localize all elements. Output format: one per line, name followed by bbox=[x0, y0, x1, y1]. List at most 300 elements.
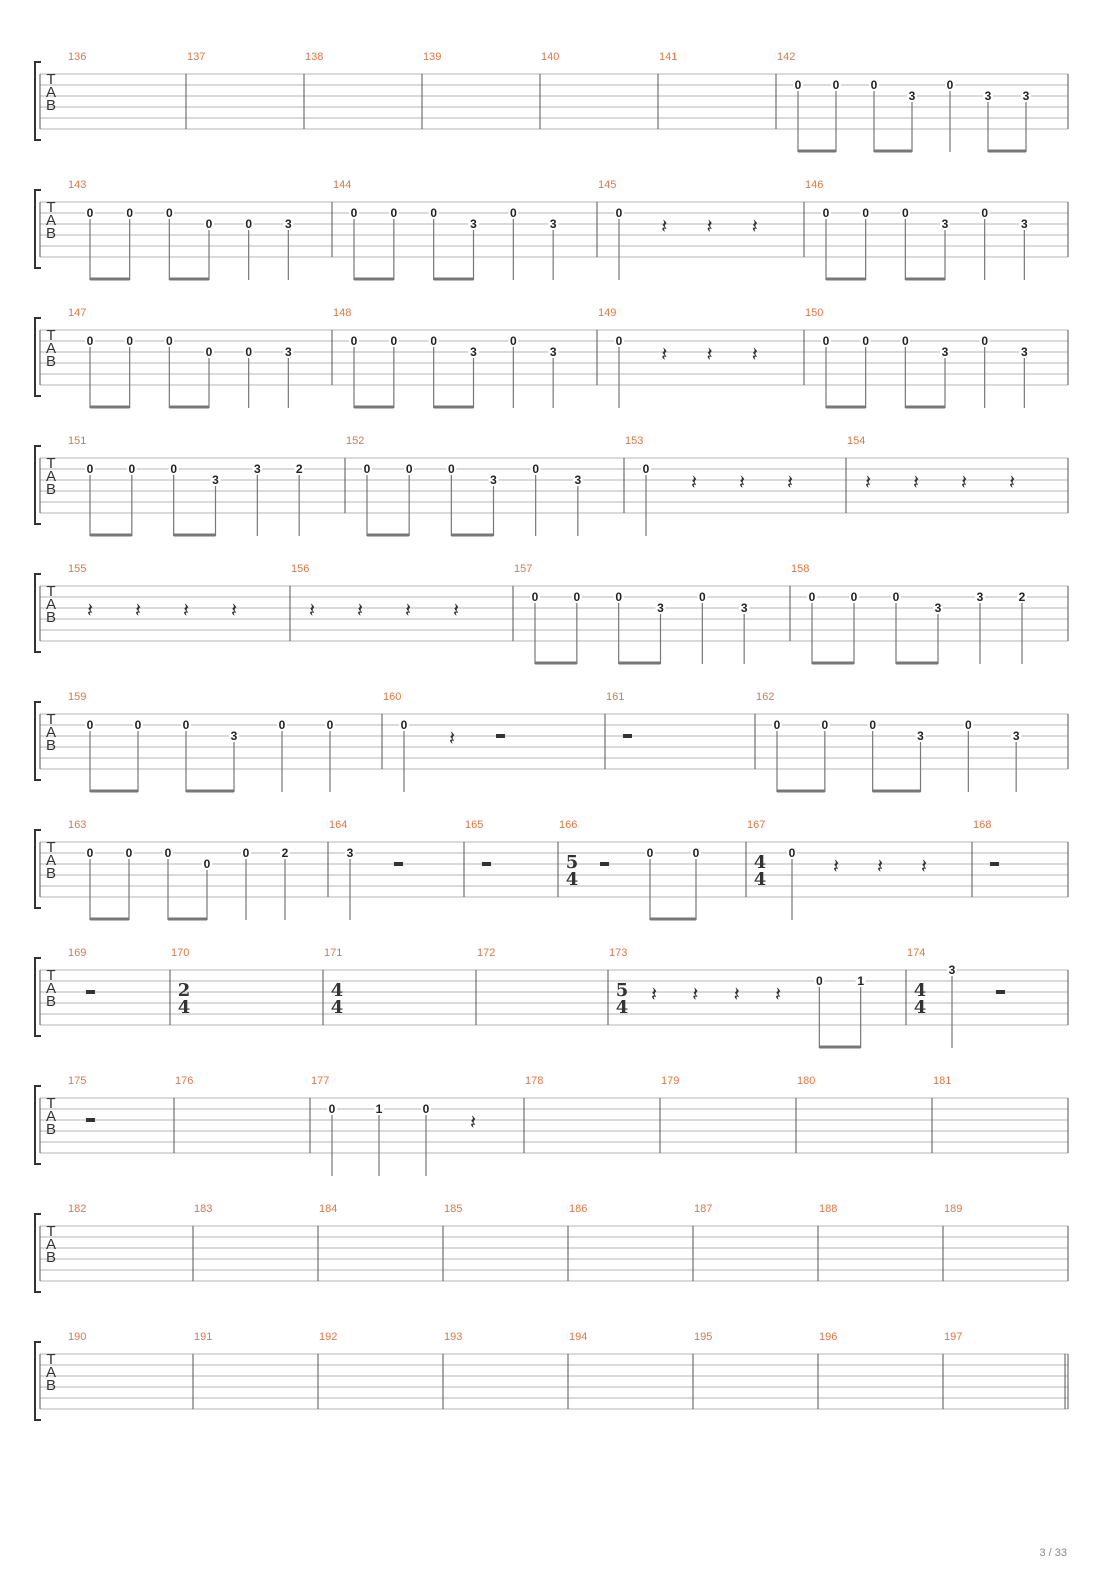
quarter-rest: 𝄽 bbox=[733, 982, 740, 1006]
tab-clef-letter: A bbox=[45, 980, 57, 997]
quarter-rest: 𝄽 bbox=[448, 726, 456, 750]
quarter-rest: 𝄽 bbox=[751, 342, 758, 366]
measure-number: 183 bbox=[194, 1203, 213, 1215]
fret-number: 2 bbox=[295, 462, 303, 476]
measure-number: 148 bbox=[333, 307, 352, 319]
measure bbox=[333, 307, 558, 408]
measure-number: 139 bbox=[423, 51, 442, 63]
fret-number: 3 bbox=[941, 217, 949, 231]
measure-number: 185 bbox=[444, 1203, 463, 1215]
quarter-rest: 𝄽 bbox=[86, 598, 94, 622]
fret-number: 0 bbox=[615, 206, 623, 220]
tab-clef-letter: T bbox=[46, 455, 56, 472]
measure-number: 140 bbox=[541, 51, 560, 63]
measure-number: 184 bbox=[319, 1203, 338, 1215]
fret-number: 3 bbox=[490, 473, 497, 487]
measure-number: 195 bbox=[694, 1331, 713, 1343]
fret-number: 3 bbox=[574, 473, 582, 487]
tab-clef-letter: T bbox=[46, 71, 56, 88]
measure-number: 170 bbox=[171, 947, 190, 959]
tab-clef-letter: A bbox=[45, 724, 57, 741]
fret-number: 0 bbox=[165, 334, 173, 348]
fret-number: 0 bbox=[170, 462, 178, 476]
measure-number: 180 bbox=[797, 1075, 816, 1087]
quarter-rest: 𝄽 bbox=[786, 470, 794, 494]
quarter-rest: 𝄽 bbox=[661, 214, 668, 238]
tab-clef-letter: B bbox=[45, 609, 57, 626]
measure-number: 157 bbox=[514, 563, 533, 575]
quarter-rest: 𝄽 bbox=[1008, 470, 1016, 494]
fret-number: 2 bbox=[1018, 590, 1026, 604]
fret-number: 0 bbox=[165, 206, 173, 220]
quarter-rest: 𝄽 bbox=[134, 598, 142, 622]
fret-number: 0 bbox=[326, 718, 334, 732]
fret-number: 3 bbox=[1022, 89, 1030, 103]
measure-number: 172 bbox=[477, 947, 496, 959]
quarter-rest: 𝄽 bbox=[706, 342, 713, 366]
tab-clef-letter: T bbox=[46, 967, 56, 984]
measure-number: 161 bbox=[606, 691, 625, 703]
fret-number: 0 bbox=[390, 334, 398, 348]
tab-clef-letter: T bbox=[46, 1351, 56, 1368]
time-signature-denominator: 4 bbox=[565, 869, 579, 890]
measure-number: 142 bbox=[777, 51, 796, 63]
tab-system bbox=[35, 1331, 1068, 1420]
fret-number: 0 bbox=[869, 718, 877, 732]
time-signature-numerator: 5 bbox=[565, 852, 579, 873]
measure-number: 137 bbox=[187, 51, 206, 63]
measure-number: 169 bbox=[68, 947, 87, 959]
fret-number: 0 bbox=[822, 206, 830, 220]
measure-number: 150 bbox=[805, 307, 824, 319]
fret-number: 0 bbox=[245, 345, 253, 359]
measure bbox=[819, 1331, 837, 1343]
quarter-rest: 𝄽 bbox=[469, 1110, 477, 1134]
tab-clef-letter: A bbox=[45, 1108, 57, 1125]
fret-number: 0 bbox=[981, 206, 989, 220]
tab-system bbox=[35, 819, 1068, 920]
half-rest bbox=[990, 862, 999, 866]
fret-number: 0 bbox=[242, 846, 250, 860]
measure bbox=[514, 563, 749, 664]
measure-number: 162 bbox=[756, 691, 775, 703]
quarter-rest: 𝄽 bbox=[876, 854, 884, 878]
measure bbox=[346, 435, 583, 536]
fret-number: 3 bbox=[941, 345, 949, 359]
measure-number: 136 bbox=[68, 51, 87, 63]
measure-number: 146 bbox=[805, 179, 824, 191]
fret-number: 0 bbox=[642, 462, 650, 476]
measure bbox=[171, 947, 190, 1018]
fret-number: 0 bbox=[698, 590, 706, 604]
measure-number: 181 bbox=[933, 1075, 952, 1087]
tab-clef-letter: A bbox=[45, 596, 57, 613]
measure bbox=[805, 179, 1029, 280]
fret-number: 0 bbox=[126, 206, 134, 220]
time-signature-denominator: 4 bbox=[913, 997, 927, 1018]
quarter-rest: 𝄽 bbox=[920, 854, 928, 878]
measure bbox=[944, 1203, 962, 1215]
fret-number: 3 bbox=[549, 345, 557, 359]
fret-number: 3 bbox=[549, 217, 557, 231]
fret-number: 0 bbox=[128, 462, 136, 476]
fret-number: 3 bbox=[284, 345, 292, 359]
tab-clef-letter: T bbox=[46, 711, 56, 728]
measure bbox=[423, 51, 441, 63]
fret-number: 0 bbox=[447, 462, 455, 476]
measure bbox=[68, 819, 290, 920]
half-rest bbox=[482, 862, 491, 866]
fret-number: 0 bbox=[86, 718, 94, 732]
measure-number: 155 bbox=[68, 563, 87, 575]
measure bbox=[525, 1075, 543, 1087]
quarter-rest: 𝄽 bbox=[404, 598, 412, 622]
measure-number: 188 bbox=[819, 1203, 838, 1215]
measure bbox=[541, 51, 559, 63]
measure-number: 179 bbox=[661, 1075, 680, 1087]
tab-system bbox=[35, 51, 1068, 152]
measure bbox=[559, 819, 701, 920]
measure-number: 166 bbox=[559, 819, 578, 831]
fret-number: 0 bbox=[278, 718, 286, 732]
measure-number: 145 bbox=[598, 179, 617, 191]
tab-system bbox=[35, 947, 1068, 1048]
measure-number: 141 bbox=[659, 51, 678, 63]
half-rest bbox=[394, 862, 403, 866]
fret-number: 3 bbox=[984, 89, 992, 103]
tab-clef-letter: B bbox=[45, 1121, 57, 1138]
fret-number: 3 bbox=[470, 217, 477, 231]
page-number: 3 / 33 bbox=[1039, 1547, 1067, 1559]
fret-number: 3 bbox=[346, 846, 354, 860]
measure bbox=[194, 1203, 212, 1215]
fret-number: 0 bbox=[901, 334, 909, 348]
measure bbox=[598, 307, 758, 408]
fret-number: 0 bbox=[946, 78, 954, 92]
fret-number: 0 bbox=[794, 78, 802, 92]
measure bbox=[907, 947, 1005, 1048]
time-signature-numerator: 5 bbox=[615, 980, 629, 1001]
fret-number: 0 bbox=[981, 334, 989, 348]
measure bbox=[68, 1203, 86, 1215]
fret-number: 3 bbox=[230, 729, 238, 743]
measure-number: 171 bbox=[324, 947, 343, 959]
measure bbox=[797, 1075, 815, 1087]
fret-number: 0 bbox=[821, 718, 829, 732]
tab-clef-letter: B bbox=[45, 481, 57, 498]
measure-number: 168 bbox=[973, 819, 992, 831]
measure-number: 178 bbox=[525, 1075, 544, 1087]
time-signature-numerator: 2 bbox=[177, 980, 191, 1001]
fret-number: 0 bbox=[86, 206, 94, 220]
quarter-rest: 𝄽 bbox=[832, 854, 840, 878]
measure-number: 192 bbox=[319, 1331, 338, 1343]
tab-clef-letter: B bbox=[45, 353, 57, 370]
tab-system bbox=[35, 1203, 1068, 1292]
fret-number: 0 bbox=[615, 334, 623, 348]
time-signature-denominator: 4 bbox=[177, 997, 191, 1018]
measure-number: 144 bbox=[333, 179, 352, 191]
half-rest bbox=[623, 734, 632, 738]
fret-number: 0 bbox=[901, 206, 909, 220]
measure-number: 158 bbox=[791, 563, 810, 575]
tab-clef-letter: T bbox=[46, 583, 56, 600]
measure bbox=[598, 179, 758, 280]
measure bbox=[68, 51, 86, 63]
quarter-rest: 𝄽 bbox=[706, 214, 713, 238]
measure bbox=[329, 819, 403, 920]
quarter-rest: 𝄽 bbox=[230, 598, 238, 622]
measure-number: 149 bbox=[598, 307, 617, 319]
fret-number: 3 bbox=[253, 462, 261, 476]
fret-number: 0 bbox=[815, 974, 823, 988]
measure bbox=[68, 1331, 86, 1343]
quarter-rest: 𝄽 bbox=[960, 470, 968, 494]
measure-number: 147 bbox=[68, 307, 87, 319]
fret-number: 0 bbox=[350, 206, 358, 220]
fret-number: 0 bbox=[692, 846, 700, 860]
measure-number: 159 bbox=[68, 691, 87, 703]
quarter-rest: 𝄽 bbox=[738, 470, 746, 494]
measure bbox=[777, 51, 1031, 152]
tab-clef-letter: B bbox=[45, 993, 57, 1010]
measure-number: 152 bbox=[346, 435, 365, 447]
measure-number: 189 bbox=[944, 1203, 963, 1215]
fret-number: 3 bbox=[1020, 345, 1028, 359]
fret-number: 0 bbox=[86, 334, 94, 348]
tab-clef-letter: T bbox=[46, 327, 56, 344]
quarter-rest: 𝄽 bbox=[751, 214, 758, 238]
measure-number: 191 bbox=[194, 1331, 213, 1343]
fret-number: 0 bbox=[832, 78, 840, 92]
fret-number: 3 bbox=[284, 217, 292, 231]
quarter-rest: 𝄽 bbox=[692, 982, 699, 1006]
fret-number: 3 bbox=[740, 601, 748, 615]
measure bbox=[194, 1331, 212, 1343]
fret-number: 1 bbox=[375, 1102, 383, 1116]
fret-number: 0 bbox=[422, 1102, 430, 1116]
tab-clef-letter: T bbox=[46, 199, 56, 216]
tab-clef-letter: A bbox=[45, 1364, 57, 1381]
fret-number: 0 bbox=[509, 206, 517, 220]
quarter-rest: 𝄽 bbox=[356, 598, 364, 622]
measure-number: 151 bbox=[68, 435, 87, 447]
tab-system bbox=[35, 691, 1068, 792]
measure-number: 173 bbox=[609, 947, 628, 959]
measure bbox=[659, 51, 677, 63]
measure bbox=[324, 947, 343, 1018]
tab-clef-letter: A bbox=[45, 1236, 57, 1253]
tab-system bbox=[35, 179, 1068, 280]
fret-number: 0 bbox=[126, 334, 134, 348]
tab-clef-letter: B bbox=[45, 737, 57, 754]
measure-number: 197 bbox=[944, 1331, 963, 1343]
fret-number: 3 bbox=[1020, 217, 1028, 231]
measure bbox=[805, 307, 1029, 408]
measure-number: 154 bbox=[847, 435, 866, 447]
measure bbox=[944, 1331, 962, 1343]
time-signature-denominator: 4 bbox=[615, 997, 629, 1018]
measure bbox=[333, 179, 558, 280]
fret-number: 0 bbox=[850, 590, 858, 604]
measure-number: 187 bbox=[694, 1203, 713, 1215]
measure bbox=[68, 563, 237, 622]
tab-clef-letter: B bbox=[45, 865, 57, 882]
fret-number: 3 bbox=[212, 473, 219, 487]
measure bbox=[847, 435, 1015, 494]
tab-clef-letter: A bbox=[45, 84, 57, 101]
quarter-rest: 𝄽 bbox=[452, 598, 460, 622]
tab-system bbox=[35, 1075, 1068, 1176]
measure bbox=[68, 307, 293, 408]
measure bbox=[68, 179, 293, 280]
fret-number: 0 bbox=[400, 718, 408, 732]
fret-number: 0 bbox=[390, 206, 398, 220]
fret-number: 3 bbox=[908, 89, 916, 103]
measure bbox=[477, 947, 495, 959]
measure bbox=[187, 51, 205, 63]
measure bbox=[444, 1203, 462, 1215]
measure bbox=[319, 1203, 337, 1215]
measure bbox=[68, 435, 304, 536]
half-rest bbox=[600, 862, 609, 866]
tab-clef-letter: A bbox=[45, 340, 57, 357]
measure bbox=[756, 691, 1021, 792]
fret-number: 0 bbox=[350, 334, 358, 348]
measure bbox=[661, 1075, 679, 1087]
fret-number: 0 bbox=[363, 462, 371, 476]
measure-number: 163 bbox=[68, 819, 87, 831]
fret-number: 0 bbox=[182, 718, 190, 732]
fret-number: 0 bbox=[870, 78, 878, 92]
tab-clef-letter: B bbox=[45, 1249, 57, 1266]
fret-number: 0 bbox=[573, 590, 581, 604]
fret-number: 0 bbox=[773, 718, 781, 732]
measure-number: 186 bbox=[569, 1203, 588, 1215]
fret-number: 0 bbox=[164, 846, 172, 860]
tab-clef-letter: A bbox=[45, 852, 57, 869]
measure bbox=[694, 1331, 712, 1343]
fret-number: 0 bbox=[509, 334, 517, 348]
measure bbox=[569, 1331, 587, 1343]
fret-number: 3 bbox=[470, 345, 477, 359]
measure bbox=[291, 563, 459, 622]
time-signature-denominator: 4 bbox=[330, 997, 344, 1018]
quarter-rest: 𝄽 bbox=[912, 470, 920, 494]
fret-number: 0 bbox=[86, 462, 94, 476]
fret-number: 0 bbox=[245, 217, 253, 231]
measure bbox=[68, 691, 335, 792]
quarter-rest: 𝄽 bbox=[661, 342, 668, 366]
measure bbox=[311, 1075, 476, 1176]
fret-number: 3 bbox=[917, 729, 924, 743]
quarter-rest: 𝄽 bbox=[182, 598, 190, 622]
measure-number: 167 bbox=[747, 819, 766, 831]
fret-number: 0 bbox=[615, 590, 623, 604]
tab-clef-letter: B bbox=[45, 225, 57, 242]
tab-clef-letter: A bbox=[45, 212, 57, 229]
measure-number: 138 bbox=[305, 51, 324, 63]
time-signature-denominator: 4 bbox=[753, 869, 767, 890]
measure bbox=[933, 1075, 951, 1087]
fret-number: 0 bbox=[862, 334, 870, 348]
fret-number: 0 bbox=[964, 718, 972, 732]
fret-number: 0 bbox=[808, 590, 816, 604]
fret-number: 0 bbox=[788, 846, 796, 860]
measure bbox=[625, 435, 793, 536]
tab-clef-letter: T bbox=[46, 1095, 56, 1112]
measure bbox=[609, 947, 866, 1048]
fret-number: 0 bbox=[205, 345, 213, 359]
tab-clef-letter: T bbox=[46, 1223, 56, 1240]
tab-clef-letter: T bbox=[46, 839, 56, 856]
measure bbox=[819, 1203, 837, 1215]
fret-number: 3 bbox=[948, 963, 956, 977]
half-rest bbox=[496, 734, 505, 738]
quarter-rest: 𝄽 bbox=[690, 470, 698, 494]
half-rest bbox=[86, 990, 95, 994]
measure-number: 190 bbox=[68, 1331, 87, 1343]
measure bbox=[383, 691, 505, 792]
measure-number: 176 bbox=[175, 1075, 194, 1087]
time-signature-numerator: 4 bbox=[330, 980, 344, 1001]
fret-number: 0 bbox=[646, 846, 654, 860]
measure-number: 143 bbox=[68, 179, 87, 191]
tab-clef-letter: A bbox=[45, 468, 57, 485]
measure-number: 153 bbox=[625, 435, 644, 447]
fret-number: 0 bbox=[532, 462, 540, 476]
fret-number: 0 bbox=[430, 334, 438, 348]
measure-number: 194 bbox=[569, 1331, 588, 1343]
half-rest bbox=[996, 990, 1005, 994]
fret-number: 0 bbox=[86, 846, 94, 860]
fret-number: 0 bbox=[822, 334, 830, 348]
measure-number: 174 bbox=[907, 947, 926, 959]
tab-system bbox=[35, 563, 1068, 664]
tab-system bbox=[35, 435, 1068, 536]
quarter-rest: 𝄽 bbox=[864, 470, 872, 494]
fret-number: 0 bbox=[134, 718, 142, 732]
fret-number: 0 bbox=[203, 857, 211, 871]
measure-number: 193 bbox=[444, 1331, 463, 1343]
measure-number: 182 bbox=[68, 1203, 87, 1215]
time-signature-numerator: 4 bbox=[753, 852, 767, 873]
fret-number: 0 bbox=[862, 206, 870, 220]
fret-number: 3 bbox=[657, 601, 664, 615]
fret-number: 3 bbox=[976, 590, 984, 604]
measure bbox=[305, 51, 323, 63]
measure bbox=[791, 563, 1027, 664]
measure-number: 156 bbox=[291, 563, 310, 575]
measure-number: 177 bbox=[311, 1075, 330, 1087]
fret-number: 0 bbox=[328, 1102, 336, 1116]
measure bbox=[319, 1331, 337, 1343]
quarter-rest: 𝄽 bbox=[308, 598, 316, 622]
measure bbox=[444, 1331, 462, 1343]
measure bbox=[569, 1203, 587, 1215]
fret-number: 0 bbox=[405, 462, 413, 476]
measure-number: 165 bbox=[465, 819, 484, 831]
fret-number: 0 bbox=[205, 217, 213, 231]
tab-system bbox=[35, 307, 1068, 408]
measure bbox=[175, 1075, 193, 1087]
fret-number: 1 bbox=[857, 974, 865, 988]
measure-number: 196 bbox=[819, 1331, 838, 1343]
measure-number: 160 bbox=[383, 691, 402, 703]
measure bbox=[747, 819, 927, 920]
fret-number: 0 bbox=[430, 206, 438, 220]
fret-number: 2 bbox=[281, 846, 289, 860]
